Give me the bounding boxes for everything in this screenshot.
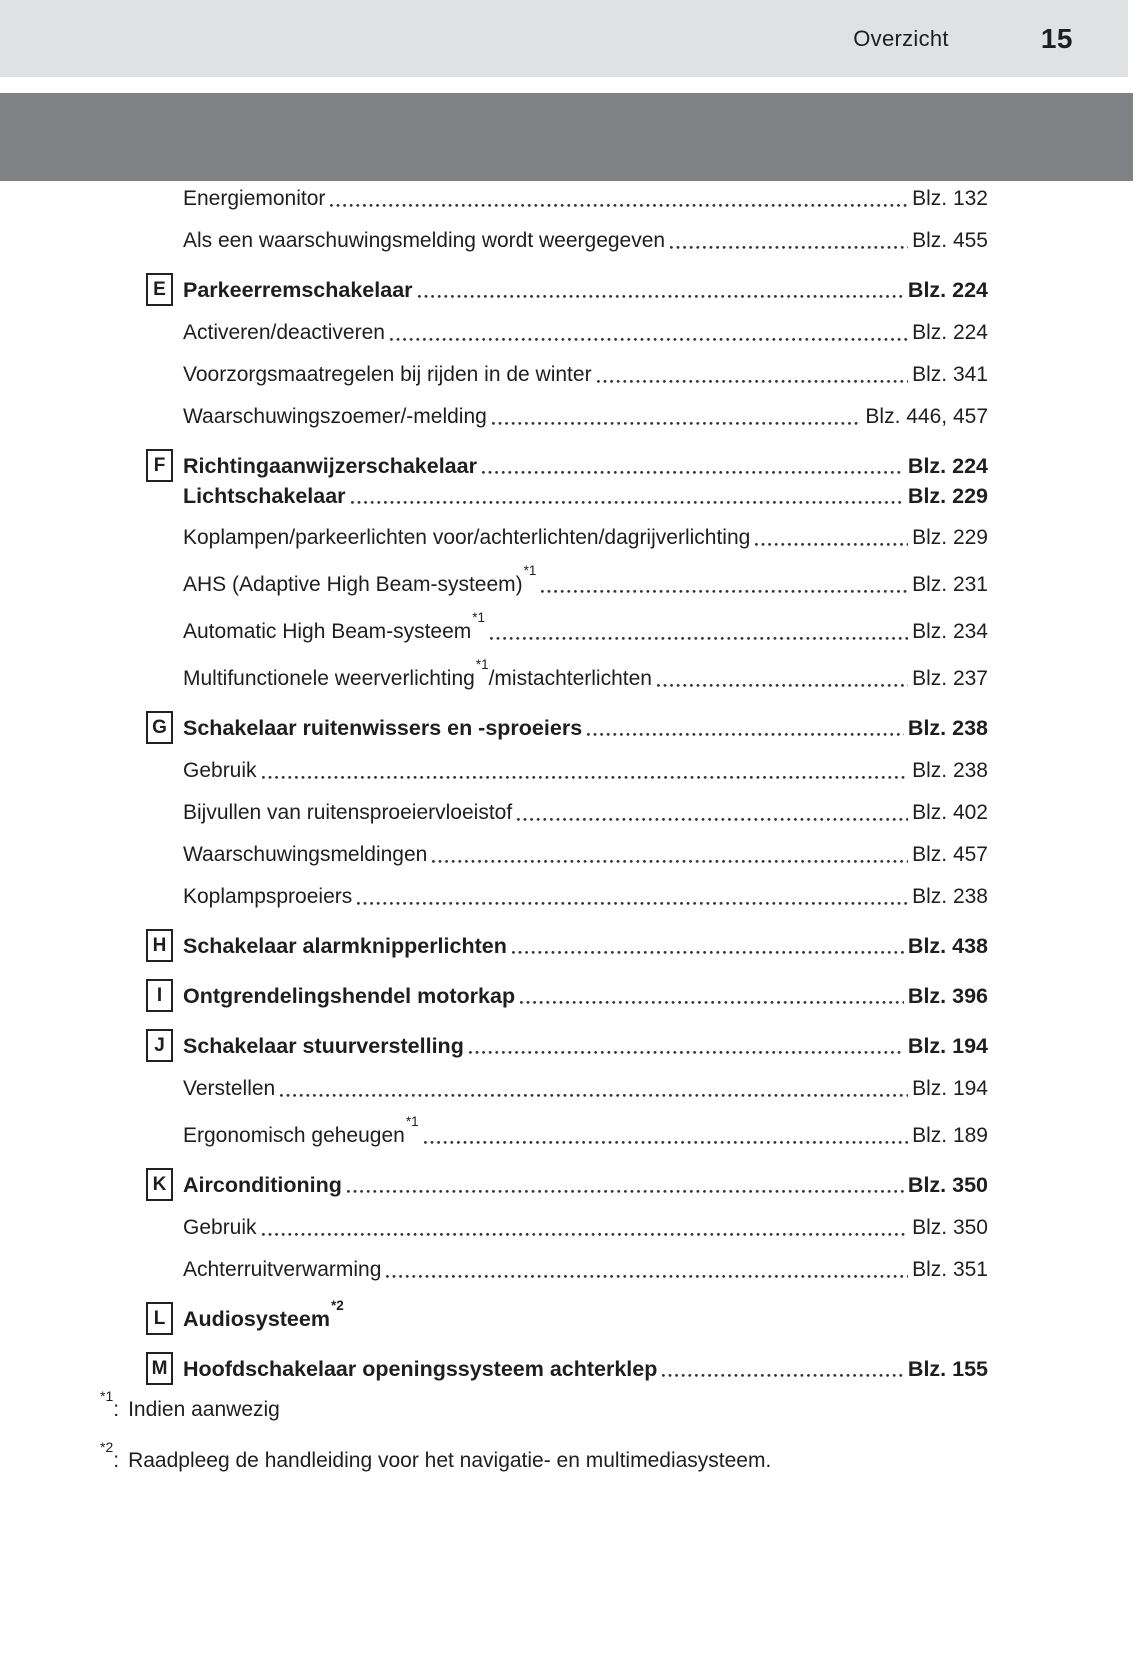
toc-entry-lines	[183, 713, 988, 743]
toc-entry	[146, 713, 988, 744]
toc-line	[183, 657, 988, 694]
toc-line	[183, 713, 988, 743]
toc-title: Waarschuwingsmeldingen	[183, 843, 428, 866]
section-letter-badge: H	[146, 929, 173, 962]
toc-entry-lines	[183, 523, 988, 553]
toc-line	[183, 481, 988, 511]
dotted-leader	[357, 902, 908, 905]
page-reference: Blz. 132	[912, 187, 988, 210]
toc-title: Schakelaar stuurverstelling	[183, 1034, 464, 1058]
page-reference: Blz. 224	[912, 321, 988, 344]
page-reference: Blz. 231	[912, 573, 988, 596]
dotted-leader	[597, 380, 909, 383]
toc-entry	[146, 318, 988, 348]
dotted-leader	[432, 860, 908, 863]
toc-line	[183, 1354, 988, 1384]
toc-line	[183, 610, 988, 647]
page-reference: Blz. 350	[907, 1173, 988, 1197]
toc-line	[183, 226, 988, 256]
section-letter-badge: J	[146, 1029, 173, 1062]
toc-line	[183, 563, 988, 600]
toc-title: Achterruitverwarming	[183, 1258, 382, 1281]
dotted-leader	[662, 1374, 904, 1377]
dotted-leader	[755, 543, 908, 546]
toc-title: AHS (Adaptive High Beam-systeem)$^{*1}$	[183, 563, 537, 596]
toc-title: Energiemonitor	[183, 187, 326, 210]
footnote	[100, 1388, 1062, 1425]
toc-line	[183, 931, 988, 961]
toc-entry-lines	[183, 981, 988, 1011]
toc-entry	[146, 1255, 988, 1285]
toc-entry-lines	[183, 318, 988, 348]
toc-entry-lines	[183, 402, 988, 432]
toc-entry	[146, 931, 988, 962]
page-reference: Blz. 194	[912, 1077, 988, 1100]
toc-title: Waarschuwingszoemer/-melding	[183, 405, 487, 428]
toc-entry	[146, 798, 988, 828]
toc-line	[183, 1255, 988, 1285]
toc-title: Multifunctionele weerverlichting$^{*1}$/mistachterlichten	[183, 657, 652, 690]
toc-line	[183, 840, 988, 870]
dotted-leader	[520, 1001, 904, 1004]
dotted-leader	[347, 1190, 904, 1193]
toc-title: Koplampen/parkeerlichten voor/achterlichten/dagrijverlichting	[183, 526, 751, 549]
toc-line	[183, 402, 988, 432]
dotted-leader	[424, 1141, 909, 1144]
page-reference: Blz. 189	[912, 1124, 988, 1147]
dotted-leader	[670, 246, 908, 249]
page-reference: Blz. 238	[907, 716, 988, 740]
toc-entry-lines	[183, 798, 988, 828]
toc-entry	[146, 1354, 988, 1385]
dotted-leader	[512, 951, 904, 954]
toc-line	[183, 275, 988, 305]
toc-entry	[146, 840, 988, 870]
toc-title: Richtingaanwijzerschakelaar	[183, 454, 477, 478]
section-letter-badge: G	[146, 711, 173, 744]
toc-entry-lines	[183, 275, 988, 305]
page-reference: Blz. 234	[912, 620, 988, 643]
toc-entry	[146, 402, 988, 432]
toc-title: Lichtschakelaar	[183, 484, 346, 508]
dotted-leader	[386, 1275, 908, 1278]
toc-entry-lines	[183, 882, 988, 912]
header-section-label: Overzicht	[853, 25, 949, 51]
toc-entry	[146, 275, 988, 306]
toc-title: Gebruik	[183, 1216, 257, 1239]
toc-entry	[146, 610, 988, 647]
page-reference: Blz. 224	[907, 454, 988, 478]
dotted-leader	[330, 204, 908, 207]
toc-entry	[146, 226, 988, 256]
page-header-band	[0, 0, 1128, 77]
page-reference: Blz. 341	[912, 363, 988, 386]
toc-entry	[146, 451, 988, 511]
toc-title: Ergonomisch geheugen$^{*1}$	[183, 1114, 419, 1147]
chapter-banner	[0, 93, 1133, 181]
section-letter-badge: I	[146, 979, 173, 1012]
table-of-contents	[0, 181, 1142, 1385]
toc-entry	[146, 1213, 988, 1243]
dotted-leader	[517, 818, 908, 821]
toc-entry	[146, 1074, 988, 1104]
dotted-leader	[390, 338, 908, 341]
toc-title: Schakelaar alarmknipperlichten	[183, 934, 507, 958]
toc-entry-lines	[183, 1170, 988, 1200]
dotted-leader	[262, 1233, 909, 1236]
toc-title: Voorzorgsmaatregelen bij rijden in de winter	[183, 363, 592, 386]
dotted-leader	[262, 776, 909, 779]
footnote-colon: :	[113, 1449, 120, 1472]
toc-entry	[146, 523, 988, 553]
toc-entry	[146, 882, 988, 912]
toc-entry-lines	[183, 1031, 988, 1061]
toc-title: Schakelaar ruitenwissers en -sproeiers	[183, 716, 583, 740]
page-reference: Blz. 455	[912, 229, 988, 252]
footnote-colon: :	[113, 1398, 120, 1421]
dotted-leader	[541, 590, 908, 593]
footnote	[100, 1439, 1062, 1476]
page-reference: Blz. 224	[907, 278, 988, 302]
dotted-leader	[587, 733, 904, 736]
toc-entry	[146, 360, 988, 390]
toc-line	[183, 318, 988, 348]
toc-line	[183, 1114, 988, 1151]
page-reference: Blz. 446, 457	[865, 405, 988, 428]
toc-entry-lines	[183, 226, 988, 256]
toc-line	[183, 882, 988, 912]
toc-entry-lines	[183, 610, 988, 647]
dotted-leader	[469, 1051, 904, 1054]
footnote-reference: *1	[523, 563, 537, 578]
toc-title: Bijvullen van ruitensproeiervloeistof	[183, 801, 513, 824]
toc-entry	[146, 981, 988, 1012]
footnote-marker: *2	[100, 1439, 114, 1455]
toc-entry-lines	[183, 1213, 988, 1243]
footnote-text: Raadpleeg de handleiding voor het navigatie- en multimediasysteem.	[128, 1449, 772, 1472]
toc-line	[183, 1074, 988, 1104]
toc-entry-lines	[183, 184, 988, 214]
dotted-leader	[482, 471, 904, 474]
toc-title: Audiosysteem$^{*2}$	[183, 1297, 344, 1331]
toc-line	[183, 523, 988, 553]
toc-entry-lines	[183, 1074, 988, 1104]
toc-entry	[146, 657, 988, 694]
page-reference: Blz. 194	[907, 1034, 988, 1058]
toc-entry-lines	[183, 563, 988, 600]
section-letter-badge: K	[146, 1168, 173, 1201]
toc-line	[183, 451, 988, 481]
toc-title: Verstellen	[183, 1077, 276, 1100]
toc-line	[183, 756, 988, 786]
toc-entry	[146, 1170, 988, 1201]
toc-title: Gebruik	[183, 759, 257, 782]
section-letter-badge: L	[146, 1302, 173, 1335]
toc-entry	[146, 563, 988, 600]
dotted-leader	[280, 1094, 908, 1097]
dotted-leader	[657, 684, 908, 687]
dotted-leader	[418, 295, 904, 298]
page-reference: Blz. 237	[912, 667, 988, 690]
toc-title: Activeren/deactiveren	[183, 321, 385, 344]
section-letter-badge: E	[146, 273, 173, 306]
page-reference: Blz. 402	[912, 801, 988, 824]
dotted-leader	[351, 501, 904, 504]
toc-entry-lines	[183, 1354, 988, 1384]
toc-line	[183, 1213, 988, 1243]
toc-line	[183, 798, 988, 828]
toc-entry-lines	[183, 840, 988, 870]
dotted-leader	[490, 637, 908, 640]
footnote-reference: *1	[475, 657, 489, 672]
toc-line	[183, 360, 988, 390]
toc-entry-lines	[183, 1255, 988, 1285]
toc-title: Parkeerremschakelaar	[183, 278, 413, 302]
toc-entry	[146, 756, 988, 786]
footnote-marker: *1	[100, 1388, 114, 1404]
toc-entry-lines	[183, 657, 988, 694]
page-reference: Blz. 438	[907, 934, 988, 958]
toc-entry-lines	[183, 1297, 988, 1334]
toc-entry	[146, 1114, 988, 1151]
section-letter-badge: M	[146, 1352, 173, 1385]
page-reference: Blz. 350	[912, 1216, 988, 1239]
toc-line	[183, 1297, 988, 1334]
toc-line	[183, 184, 988, 214]
toc-entry-lines	[183, 451, 988, 511]
toc-entry-lines	[183, 756, 988, 786]
toc-line	[183, 1170, 988, 1200]
toc-entry-lines	[183, 931, 988, 961]
section-letter-badge: F	[146, 449, 173, 482]
toc-title: Automatic High Beam-systeem$^{*1}$	[183, 610, 486, 643]
page-reference: Blz. 238	[912, 759, 988, 782]
header-page-number: 15	[1040, 22, 1073, 54]
toc-title: Koplampsproeiers	[183, 885, 353, 908]
toc-entry	[146, 1297, 988, 1335]
page-reference: Blz. 396	[907, 984, 988, 1008]
toc-entry-lines	[183, 1114, 988, 1151]
toc-title: Ontgrendelingshendel motorkap	[183, 984, 516, 1008]
toc-title: Hoofdschakelaar openingssysteem achterklep	[183, 1357, 658, 1381]
toc-title: Airconditioning	[183, 1173, 342, 1197]
footnotes	[100, 1388, 1062, 1476]
page-reference: Blz. 238	[912, 885, 988, 908]
footnote-text: Indien aanwezig	[128, 1398, 280, 1421]
toc-entry	[146, 1031, 988, 1062]
footnote-reference: *2	[330, 1297, 344, 1313]
page-reference: Blz. 229	[912, 526, 988, 549]
page-reference: Blz. 351	[912, 1258, 988, 1281]
page-reference: Blz. 155	[907, 1357, 988, 1381]
footnote-reference: *1	[405, 1114, 419, 1129]
toc-entry	[146, 184, 988, 214]
footnote-reference: *1	[472, 610, 486, 625]
page-reference: Blz. 457	[912, 843, 988, 866]
toc-line	[183, 981, 988, 1011]
toc-title: Als een waarschuwingsmelding wordt weergegeven	[183, 229, 666, 252]
toc-line	[183, 1031, 988, 1061]
page-reference: Blz. 229	[907, 484, 988, 508]
dotted-leader	[492, 422, 862, 425]
toc-entry-lines	[183, 360, 988, 390]
